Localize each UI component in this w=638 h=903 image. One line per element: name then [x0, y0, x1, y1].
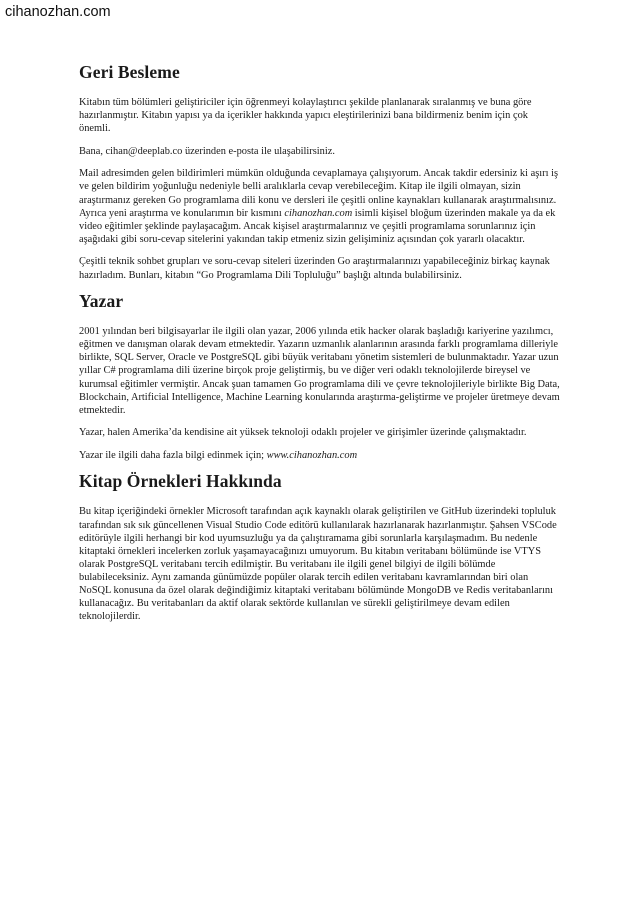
- examples-section: [79, 471, 561, 623]
- author-website-link[interactable]: www.cihanozhan.com: [266, 449, 358, 461]
- feedback-p3-part-a: Mail adresimden gelen bildirimleri mümkün olduğunda cevaplamaya çalışıyorum. Ancak takdir edersiniz ki aşırı iş ve gelen bildirim yoğunluğu nedeniyle belli aralıklarla cevap verebileceğim. Kitap ile ilgili olmayan, sizin araştırmanız gereken Go programlama dili konu ve dersleri ile çeşitli online kaynakları kullanarak araştırmalısınız. Ayrıca yeni araştırma ve konularımın bir kısmını: [79, 168, 558, 219]
- feedback-p3-part-b: isimli kişisel bloğum üzerinden makale ya da ek video eğitimler şeklinde paylaşacağım. Ancak kişisel araştırmalarınız ve çeşitli programlama sorunlarınız için aşağıdaki gibi soru-cevap sitelerini yakından takip etmeniz sizin gelişiminiz açısından çok yararlı olacaktır.: [79, 207, 556, 245]
- blog-link[interactable]: cihanozhan.com: [284, 207, 353, 219]
- author-section: [79, 291, 561, 462]
- site-watermark: cihanozhan.com: [2, 3, 114, 21]
- feedback-section: [79, 62, 561, 282]
- feedback-heading: Geri Besleme: [79, 62, 180, 82]
- examples-heading: Kitap Örnekleri Hakkında: [79, 471, 282, 492]
- feedback-paragraph-2: [79, 145, 561, 158]
- feedback-paragraph-4: Çeşitli teknik sohbet grupları ve soru-cevap siteleri üzerinden Go araştırmalarınızı yapabileceğiniz birkaç kaynak hazırladım. Bunları, kitabın “Go Programlama Dili Topluluğu” başlığı altında bulabilirsiniz.: [79, 256, 550, 281]
- email-link[interactable]: cihan@deeplab.co: [105, 145, 183, 157]
- feedback-contact-prefix: Bana,: [79, 145, 106, 157]
- document-body: [79, 62, 561, 633]
- author-paragraph-3: [79, 449, 561, 462]
- author-heading: Yazar: [79, 291, 124, 312]
- examples-paragraph-1: Bu kitap içeriğindeki örnekler Microsoft tarafından açık kaynaklı olarak geliştirilen ve GitHub üzerindeki topluluk tarafından sık sık güncellenen Visual Studio Code editörü kullanılarak hazırlanarak hazırlanmıştır. Şahsen VSCode editörüyle ilgili herhangi bir kod uyumsuzluğu ya da çalıştıramama gibi sorunlarla karşılaşmadım. Bu nedenle kitaptaki örnekleri incelerken zorluk yaşamayacağınızı umuyorum. Bu kitabın veritabanı bölümünde ise VTYS olarak PostgreSQL veritabanı tercih edilmiştir. Bu veritabanı ile ilgili genel bilgiyi de ilgili bölümde bulabileceksiniz. Aynı zamanda günümüzde popüler olarak tercih edilen veritabanı kavramlarından biri olan NoSQL konusuna da özel olarak değindiğimiz kitaptaki veritabanı bölümünde MongoDB ve Redis veritabanlarını kullanacağız. Bu veritabanları da aktif olarak sektörde kullanılan ve sürekli geliştirilmeye devam edilen teknolojilerdir.: [79, 506, 557, 623]
- author-info-prefix: Yazar ile ilgili daha fazla bilgi edinmek için;: [79, 449, 267, 461]
- author-paragraph-2: Yazar, halen Amerika’da kendisine ait yüksek teknoloji odaklı projeler ve girişimler üzerinde çalışmaktadır.: [79, 427, 527, 439]
- feedback-paragraph-3: [79, 167, 561, 246]
- feedback-paragraph-1: Kitabın tüm bölümleri geliştiriciler için öğrenmeyi kolaylaştırıcı şekilde planlanarak sıralanmış ve buna göre hazırlanmıştır. Kitabın yapısı ya da içerikler hakkında yapıcı eleştirilerinizi bana bildirmeniz benim için çok önemli.: [79, 97, 532, 135]
- author-paragraph-1: 2001 yılından beri bilgisayarlar ile ilgili olan yazar, 2006 yılında etik hacker olarak başladığı kariyerine yazılımcı, eğitmen ve danışman olarak devam etmektedir. Yazarın uzmanlık alanlarının arasında farklı programlama dilleriyle birlikte, SQL Server, Oracle ve PostgreSQL gibi büyük veritabanı yönetim sistemleri de bulunmaktadır. Yazar uzun yıllar C# programlama dili üzerine birçok proje geliştirmiş, bu ve diğer veri odaklı teknolojilerde bireysel ve kurumsal eğitimler vermiştir. Ancak şuan tamamen Go programlama dili ve çevre teknolojileriyle birlikte Big Data, Blockchain, Artificial Intelligence, Machine Learning konularında araştırma-geliştirme ve projeler üretmeye devam etmektedir.: [79, 326, 560, 416]
- feedback-contact-suffix: üzerinden e-posta ile ulaşabilirsiniz.: [182, 145, 335, 157]
